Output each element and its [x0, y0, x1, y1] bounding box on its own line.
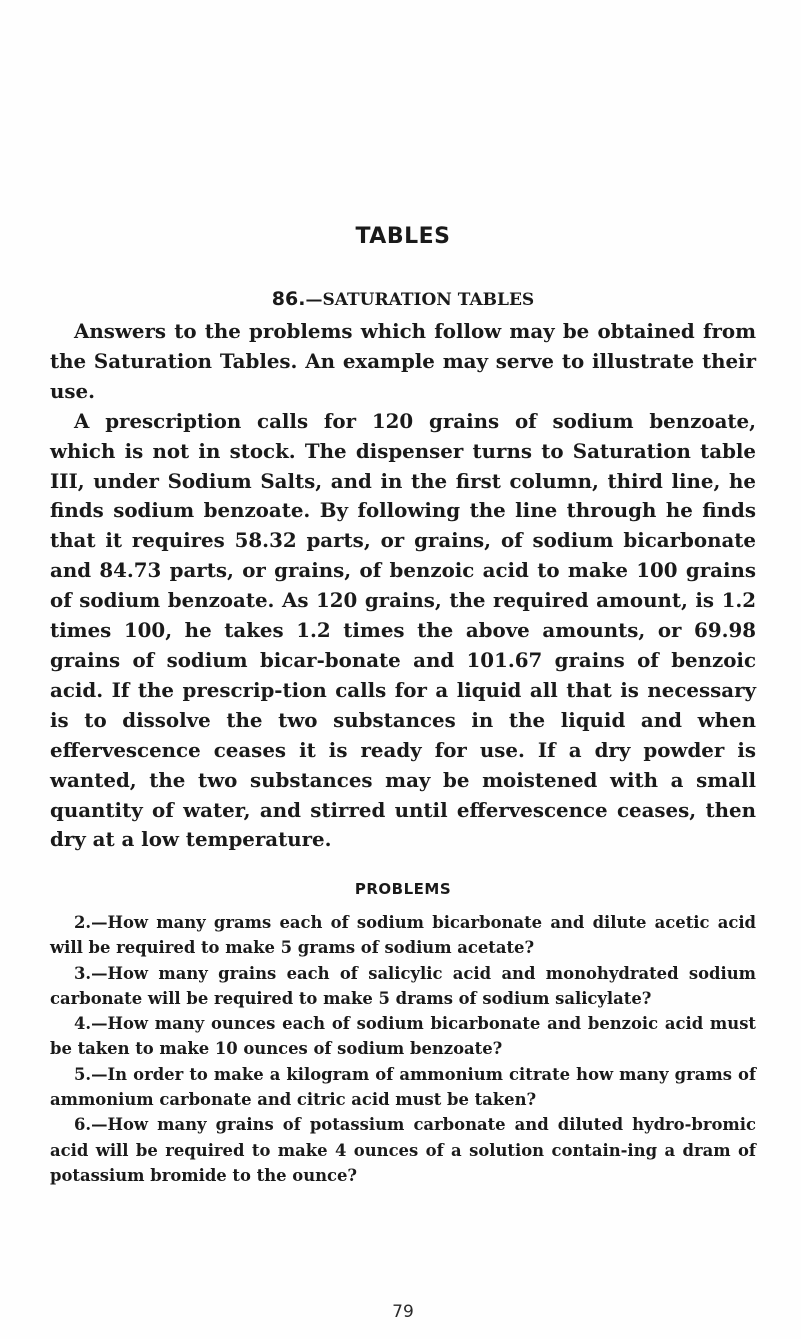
section-title: —SATURATION TABLES [305, 290, 535, 310]
problems-heading: PROBLEMS [354, 880, 452, 898]
problem-item: 2.—How many grams each of sodium bicarbonate and dilute acetic acid will be required to make 5 grams of sodium acetate? [50, 913, 756, 958]
problem-item: 5.—In order to make a kilogram of ammonium citrate how many grams of ammonium carbonate and citric acid must be taken? [50, 1064, 756, 1110]
section-number: 86. [271, 288, 306, 310]
intro-paragraph: Answers to the problems which follow may be obtained from the Saturation Tables. An example may serve to illustrate their use. [50, 319, 756, 403]
body-text [50, 317, 756, 855]
problems-list [50, 910, 756, 1188]
problem-item: 3.—How many grains each of salicylic acid and monohydrated sodium carbonate will be required to make 5 drams of sodium salicylate? [50, 963, 756, 1008]
example-paragraph: A prescription calls for 120 grains of sodium benzoate, which is not in stock. The dispenser turns to Saturation table III, under Sodium Salts, and in the first column, third line, he finds sodium benzoate. By following the line through he finds that it requires 58.32 parts, or grains, of sodium bicarbonate and 84.73 parts, or grains, of benzoic acid to make 100 grains of sodium benzoate. As 120 grains, the required amount, is 1.2 times 100, he takes 1.2 times the above amounts, or 69.98 grains of sodium bicar-bonate and 101.67 grains of benzoic acid. If the prescrip-tion calls for a liquid all that is necessary is to dissolve the two substances in the liquid and when effervescence ceases it is ready for use. If a dry powder is wanted, the two substances may be moistened with a small quantity of water, and stirred until effervescence ceases, then dry at a low temperature. [50, 408, 756, 852]
running-head: TABLES [355, 224, 451, 249]
problem-item: 6.—How many grains of potassium carbonate and diluted hydro-bromic acid will be required to make 4 ounces of a solution contain-ing a dram of potassium bromide to the ounce? [50, 1115, 756, 1185]
problem-item: 4.—How many ounces each of sodium bicarbonate and benzoic acid must be taken to make 10 ounces of sodium benzoate? [50, 1014, 756, 1059]
section-heading [50, 287, 756, 312]
page-number: 79 [392, 1302, 414, 1322]
